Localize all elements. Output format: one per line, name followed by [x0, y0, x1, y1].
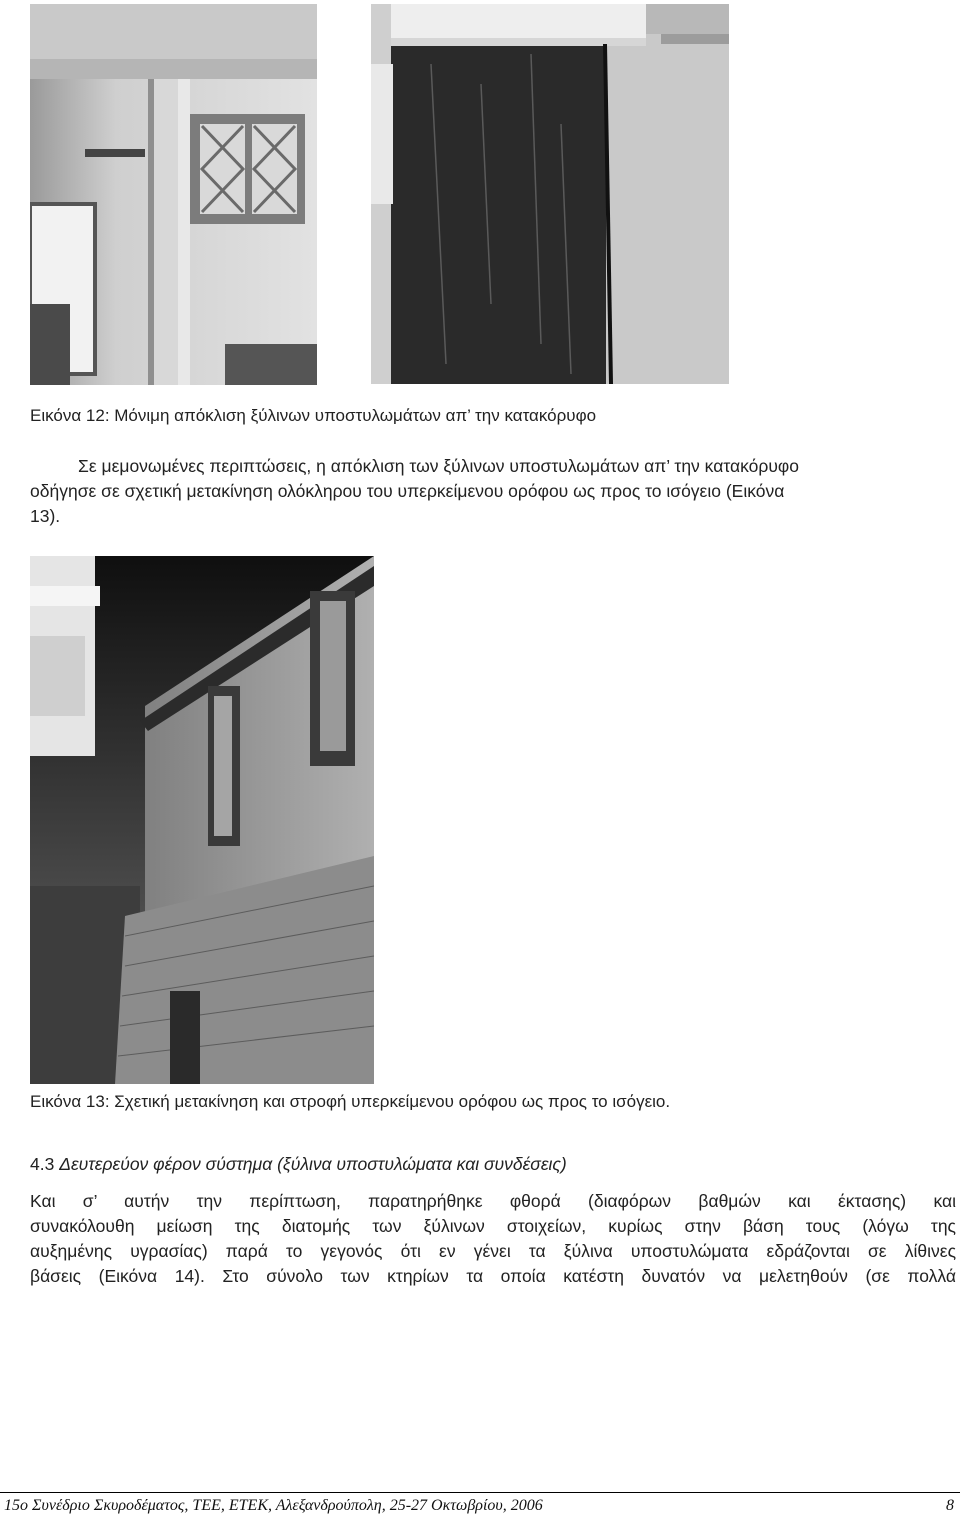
paragraph-line: συνακόλουθη μείωση της διατομής των ξύλινων στοιχείων, κυρίως στην βάση τους (λόγω της	[30, 1216, 956, 1236]
figure-12-left-photo	[30, 4, 317, 385]
figure-13-caption: Εικόνα 13: Σχετική μετακίνηση και στροφή υπερκείμενου ορόφου ως προς το ισόγειο.	[30, 1092, 671, 1111]
footer-divider	[0, 1492, 960, 1493]
paragraph-secondary-system	[30, 1189, 956, 1289]
paragraph-deviation	[30, 454, 956, 529]
footer-conference: 15ο Συνέδριο Σκυροδέματος, ΤΕΕ, ΕΤΕΚ, Αλεξανδρούπολη, 25-27 Οκτωβρίου, 2006	[4, 1497, 543, 1514]
section-number: 4.3	[30, 1154, 55, 1174]
figure-12-caption: Εικόνα 12: Μόνιμη απόκλιση ξύλινων υποστυλωμάτων απ’ την κατακόρυφο	[30, 406, 597, 425]
paragraph-line: 13).	[30, 506, 61, 526]
paragraph-line: οδήγησε σε σχετική μετακίνηση ολόκληρου του υπερκείμενου ορόφου ως προς το ισόγειο (Εικόνα	[30, 481, 785, 501]
figure-13-photo	[30, 556, 374, 1084]
paragraph-line: Και σ’ αυτήν την περίπτωση, παρατηρήθηκε φθορά (διαφόρων βαθμών και έκτασης) και	[30, 1191, 956, 1211]
page-number: 8	[946, 1497, 954, 1514]
paragraph-line: αυξημένης υγρασίας) παρά το γεγονός ότι εν γένει τα ξύλινα υποστυλώματα εδράζονται σε λίθινες	[30, 1241, 956, 1261]
paragraph-line: βάσεις (Εικόνα 14). Στο σύνολο των κτηρίων τα οποία κατέστη δυνατόν να μελετηθούν (σε πολλά	[30, 1266, 956, 1286]
section-heading	[30, 1154, 567, 1175]
paragraph-line: Σε μεμονωμένες περιπτώσεις, η απόκλιση των ξύλινων υποστυλωμάτων απ’ την κατακόρυφο	[78, 456, 799, 476]
figure-12-right-photo	[371, 4, 729, 384]
section-title: Δευτερεύον φέρον σύστημα (ξύλινα υποστυλώματα και συνδέσεις)	[59, 1154, 567, 1174]
